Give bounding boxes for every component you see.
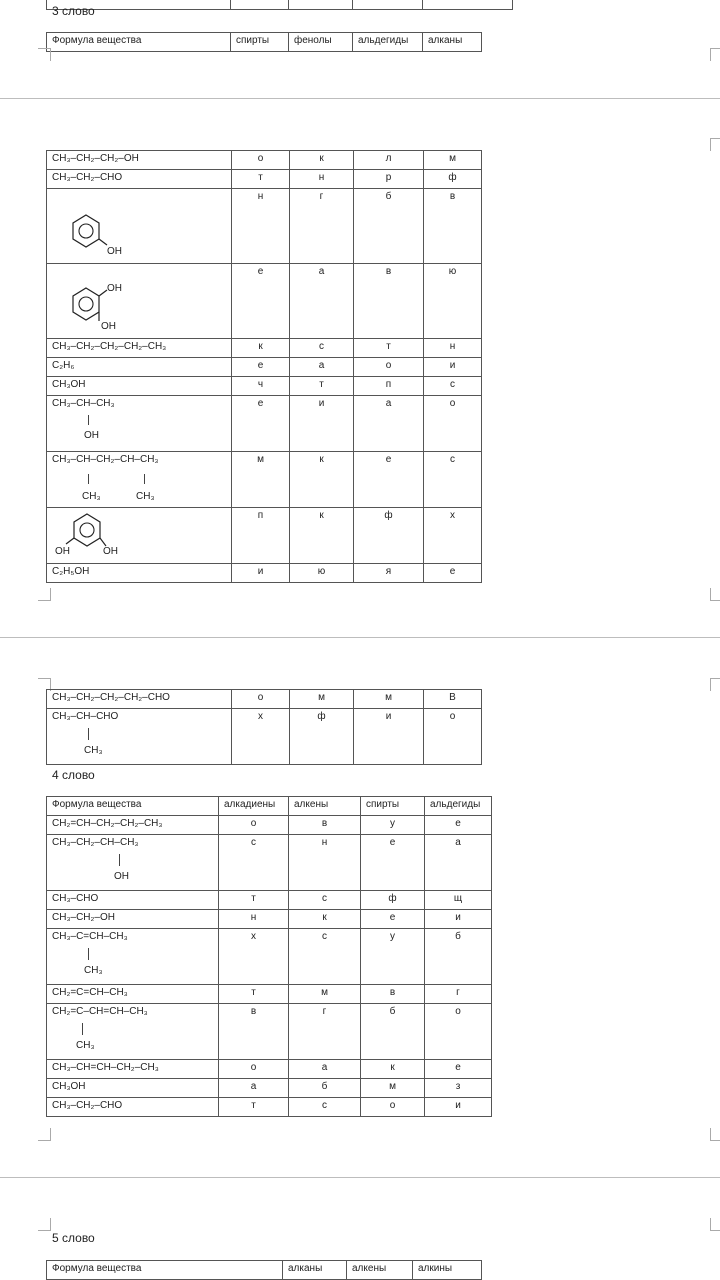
letter-cell: е <box>232 396 290 452</box>
letter-cell: а <box>290 264 354 339</box>
letter-cell: м <box>424 151 482 170</box>
formula-cell: CH₃–CH₂–CH₂–OH <box>47 151 232 170</box>
header-formula: Формула вещества <box>47 33 231 52</box>
letter-cell: е <box>425 816 492 835</box>
letter-cell: б <box>354 189 424 264</box>
header-col: алканы <box>283 1261 347 1280</box>
letter-cell: а <box>290 358 354 377</box>
header-col: алкены <box>347 1261 413 1280</box>
formula-cell: CH₃OH <box>47 377 232 396</box>
letter-cell: щ <box>425 891 492 910</box>
margin-corner <box>710 138 720 151</box>
letter-cell: г <box>289 1004 361 1060</box>
letter-cell: м <box>289 985 361 1004</box>
letter-cell: с <box>219 835 289 891</box>
letter-cell: б <box>361 1004 425 1060</box>
header-col: альдегиды <box>425 797 492 816</box>
margin-corner <box>710 1218 720 1231</box>
letter-cell: ч <box>232 377 290 396</box>
letter-cell: л <box>354 151 424 170</box>
formula-cell <box>47 709 232 765</box>
letter-cell: а <box>219 1079 289 1098</box>
letter-cell: и <box>425 1098 492 1117</box>
letter-cell: н <box>289 835 361 891</box>
bond-line <box>88 948 89 960</box>
letter-cell: о <box>232 690 290 709</box>
section3-table <box>46 150 482 583</box>
formula-cell <box>47 929 219 985</box>
letter-cell: е <box>424 564 482 583</box>
margin-corner <box>38 1218 51 1231</box>
letter-cell: и <box>425 910 492 929</box>
formula-substituent: OH <box>84 430 99 441</box>
section3-title: 3 слово <box>52 4 95 18</box>
letter-cell: г <box>425 985 492 1004</box>
table-row <box>47 377 482 396</box>
header-col: алкины <box>413 1261 482 1280</box>
letter-cell: ф <box>290 709 354 765</box>
formula-cell: CH₂=CH–CH₂–CH₂–CH₃ <box>47 816 219 835</box>
letter-cell: и <box>232 564 290 583</box>
formula-substituent: CH₃ <box>76 1040 95 1051</box>
letter-cell: о <box>219 816 289 835</box>
letter-cell: м <box>232 452 290 508</box>
letter-cell: г <box>290 189 354 264</box>
formula-cell-phenol <box>47 189 232 264</box>
section4-title: 4 слово <box>52 768 95 782</box>
oh-label: OH <box>101 321 116 332</box>
formula-cell: CH₃–CHO <box>47 891 219 910</box>
letter-cell: в <box>424 189 482 264</box>
table-header-row <box>47 797 492 816</box>
letter-cell: н <box>232 189 290 264</box>
formula-substituent: CH₃ <box>84 745 103 756</box>
formula-cell-catechol <box>47 264 232 339</box>
table-row <box>47 189 482 264</box>
letter-cell: с <box>289 929 361 985</box>
letter-cell: к <box>290 452 354 508</box>
letter-cell: т <box>290 377 354 396</box>
letter-cell: е <box>425 1060 492 1079</box>
bond-line <box>144 474 145 484</box>
formula-cell: CH₃–CH=CH–CH₂–CH₃ <box>47 1060 219 1079</box>
table-row <box>47 151 482 170</box>
prev-table-fragment <box>46 0 513 10</box>
section5-table <box>46 1260 482 1280</box>
margin-corner <box>38 588 51 601</box>
bond-line <box>82 1023 83 1035</box>
letter-cell: ю <box>290 564 354 583</box>
header-col: алкадиены <box>219 797 289 816</box>
letter-cell: б <box>425 929 492 985</box>
letter-cell: т <box>219 985 289 1004</box>
letter-cell: т <box>232 170 290 189</box>
table-row <box>47 1079 492 1098</box>
table-row <box>47 358 482 377</box>
bond-line <box>88 728 89 740</box>
letter-cell: е <box>361 910 425 929</box>
letter-cell: а <box>425 835 492 891</box>
table-row <box>47 170 482 189</box>
letter-cell: п <box>232 508 290 564</box>
letter-cell: ф <box>361 891 425 910</box>
page-separator <box>0 98 720 99</box>
formula-cell <box>47 1004 219 1060</box>
formula-cell <box>47 396 232 452</box>
letter-cell: ф <box>354 508 424 564</box>
letter-cell: с <box>424 452 482 508</box>
table-row <box>47 339 482 358</box>
letter-cell: п <box>354 377 424 396</box>
letter-cell: е <box>361 835 425 891</box>
formula-main: CH₂=C–CH=CH–CH₃ <box>52 1006 148 1017</box>
formula-cell: CH₃–CH₂–CHO <box>47 170 232 189</box>
table-header-row <box>47 33 482 52</box>
letter-cell: к <box>232 339 290 358</box>
letter-cell: н <box>424 339 482 358</box>
letter-cell: в <box>354 264 424 339</box>
letter-cell: т <box>219 1098 289 1117</box>
letter-cell: т <box>219 891 289 910</box>
letter-cell: б <box>289 1079 361 1098</box>
bond-line <box>88 415 89 425</box>
margin-corner <box>710 1128 720 1141</box>
page-separator <box>0 637 720 638</box>
letter-cell: о <box>354 358 424 377</box>
formula-cell: CH₃OH <box>47 1079 219 1098</box>
letter-cell: с <box>290 339 354 358</box>
letter-cell: в <box>361 985 425 1004</box>
table-row <box>47 564 482 583</box>
letter-cell: у <box>361 816 425 835</box>
letter-cell: т <box>354 339 424 358</box>
letter-cell: я <box>354 564 424 583</box>
formula-main: CH₃–CH–CH₃ <box>52 398 115 409</box>
letter-cell: з <box>425 1079 492 1098</box>
margin-corner <box>38 48 51 61</box>
formula-main: CH₃–CH₂–CH–CH₃ <box>52 837 139 848</box>
letter-cell: и <box>290 396 354 452</box>
oh-label: OH <box>103 546 118 557</box>
letter-cell: о <box>424 396 482 452</box>
margin-corner <box>710 678 720 691</box>
letter-cell: о <box>425 1004 492 1060</box>
section4-table <box>46 796 492 1117</box>
formula-substituent: CH₃ <box>82 491 101 502</box>
table-row <box>47 452 482 508</box>
margin-corner <box>38 1128 51 1141</box>
formula-cell: C₂H₅OH <box>47 564 232 583</box>
letter-cell: м <box>354 690 424 709</box>
letter-cell: к <box>361 1060 425 1079</box>
letter-cell: и <box>424 358 482 377</box>
table-row <box>47 910 492 929</box>
letter-cell: н <box>219 910 289 929</box>
section5-title: 5 слово <box>52 1231 95 1245</box>
letter-cell: а <box>354 396 424 452</box>
header-col: спирты <box>231 33 289 52</box>
letter-cell: у <box>361 929 425 985</box>
section3-table-continued <box>46 689 482 765</box>
letter-cell: к <box>290 151 354 170</box>
table-row <box>47 1060 492 1079</box>
formula-cell: CH₃–CH₂–OH <box>47 910 219 929</box>
formula-cell: CH₃–CH₂–CH₂–CH₂–CHO <box>47 690 232 709</box>
letter-cell: в <box>219 1004 289 1060</box>
letter-cell: х <box>219 929 289 985</box>
letter-cell: н <box>290 170 354 189</box>
table-row <box>47 816 492 835</box>
formula-cell: C₂H₆ <box>47 358 232 377</box>
formula-main: CH₃–CH–CHO <box>52 711 119 722</box>
margin-corner <box>710 588 720 601</box>
table-row <box>47 1004 492 1060</box>
page-separator <box>0 1177 720 1178</box>
bond-line <box>119 854 120 866</box>
bond-line <box>88 474 89 484</box>
letter-cell: х <box>232 709 290 765</box>
letter-cell: с <box>289 1098 361 1117</box>
letter-cell: х <box>424 508 482 564</box>
table-row <box>47 709 482 765</box>
letter-cell: и <box>354 709 424 765</box>
letter-cell: ю <box>424 264 482 339</box>
formula-main: CH₃–CH–CH₂–CH–CH₃ <box>52 454 159 465</box>
letter-cell: в <box>289 816 361 835</box>
letter-cell: м <box>361 1079 425 1098</box>
letter-cell: В <box>424 690 482 709</box>
table-row <box>47 985 492 1004</box>
letter-cell: к <box>290 508 354 564</box>
formula-substituent: OH <box>114 871 129 882</box>
letter-cell: с <box>424 377 482 396</box>
oh-label: OH <box>55 546 70 557</box>
table-header-row <box>47 1261 482 1280</box>
formula-cell <box>47 835 219 891</box>
table-row <box>47 396 482 452</box>
letter-cell: р <box>354 170 424 189</box>
header-formula: Формула вещества <box>47 1261 283 1280</box>
margin-corner <box>710 48 720 61</box>
letter-cell: о <box>219 1060 289 1079</box>
formula-main: CH₃–C=CH–CH₃ <box>52 931 128 942</box>
formula-substituent: CH₃ <box>84 965 103 976</box>
table-row <box>47 1098 492 1117</box>
formula-cell: CH₃–CH₂–CHO <box>47 1098 219 1117</box>
table-row <box>47 690 482 709</box>
formula-substituent: CH₃ <box>136 491 155 502</box>
letter-cell: о <box>424 709 482 765</box>
table-row <box>47 264 482 339</box>
table-row <box>47 835 492 891</box>
oh-label: OH <box>107 246 122 257</box>
letter-cell: а <box>289 1060 361 1079</box>
letter-cell: ф <box>424 170 482 189</box>
formula-cell <box>47 452 232 508</box>
letter-cell: е <box>354 452 424 508</box>
formula-cell: CH₂=C=CH–CH₃ <box>47 985 219 1004</box>
letter-cell: с <box>289 891 361 910</box>
oh-label: OH <box>107 283 122 294</box>
formula-cell-resorcinol <box>47 508 232 564</box>
table-row <box>47 929 492 985</box>
header-col: альдегиды <box>353 33 423 52</box>
header-col: спирты <box>361 797 425 816</box>
letter-cell: е <box>232 358 290 377</box>
header-formula: Формула вещества <box>47 797 219 816</box>
letter-cell: м <box>290 690 354 709</box>
letter-cell: к <box>289 910 361 929</box>
letter-cell: о <box>232 151 290 170</box>
header-col: фенолы <box>289 33 353 52</box>
header-col: алканы <box>423 33 482 52</box>
table-row <box>47 508 482 564</box>
letter-cell: е <box>232 264 290 339</box>
letter-cell: о <box>361 1098 425 1117</box>
formula-cell: CH₃–CH₂–CH₂–CH₂–CH₃ <box>47 339 232 358</box>
section3-header-table <box>46 32 482 52</box>
table-row <box>47 891 492 910</box>
catechol-structure <box>61 266 131 336</box>
header-col: алкены <box>289 797 361 816</box>
